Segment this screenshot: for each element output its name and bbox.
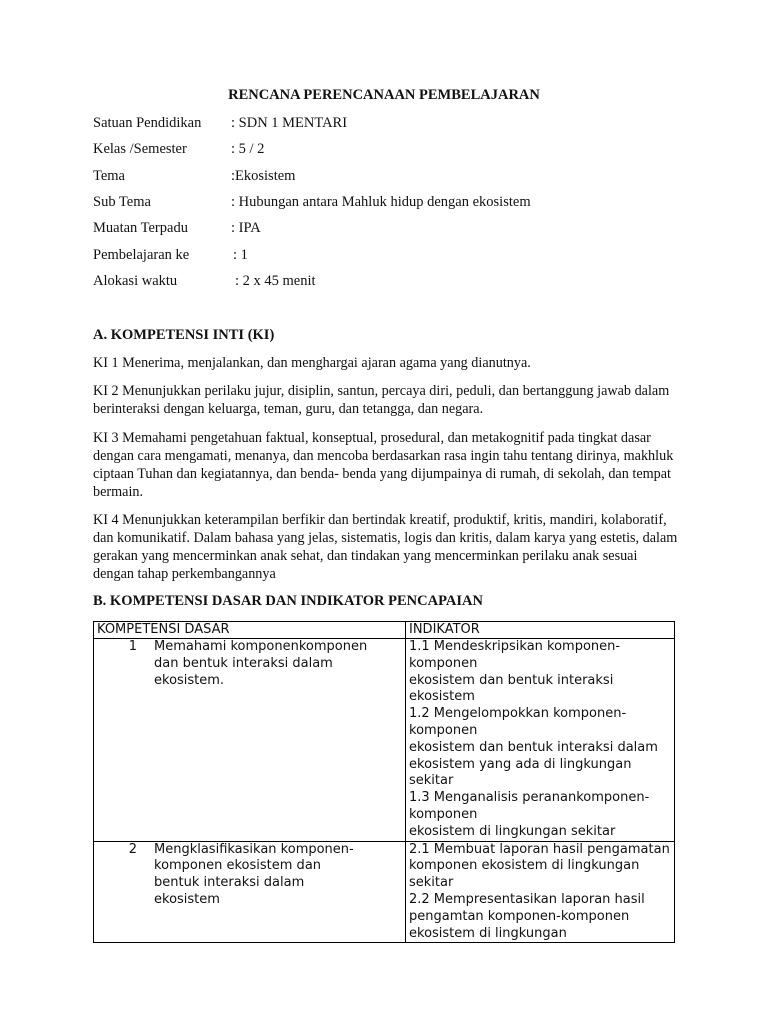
- indicator-cell: [406, 639, 675, 842]
- indicator-line: sekitar: [409, 875, 454, 891]
- table-row: [94, 841, 675, 943]
- identity-value: : IPA: [231, 220, 261, 236]
- ki-4-paragraph: KI 4 Menunjukkan keterampilan berfikir dan bertindak kreatif, produktif, kritis, mandiri, kolaboratif, dan komunikatif. Dalam bahasa yang jelas, sistematis, logis dan kritis, dalam karya yang estetis, dalam gerakan yang mencerminkan anak sehat, dan tindakan yang mencerminkan perilaku anak sesuai dengan tahap perkembangannya: [93, 512, 678, 582]
- indicator-line: ekosistem di lingkungan: [409, 925, 567, 941]
- indicator-line: komponen: [409, 806, 478, 822]
- indicator-line: ekosistem dan bentuk interaksi dalam: [409, 739, 658, 755]
- indicator-line: 1.3 Menganalisis peranankomponen-: [409, 790, 650, 806]
- kd-text: Mengklasifikasikan komponen-komponen ekosistem dan bentuk interaksi dalam ekosistem: [154, 841, 354, 907]
- identity-label: Tema: [93, 168, 125, 184]
- document-title: RENCANA PERENCANAAN PEMBELAJARAN: [228, 87, 540, 103]
- indicator-column-header: INDIKATOR: [406, 622, 675, 639]
- kd-number: 1: [128, 639, 137, 654]
- kd-number: 2: [128, 841, 137, 857]
- indicator-line: ekosistem: [409, 689, 475, 705]
- indicator-line: komponen: [409, 722, 478, 738]
- identity-value: : 5 / 2: [231, 141, 265, 157]
- identity-value: : 1: [233, 247, 248, 263]
- identity-value: : 2 x 45 menit: [235, 273, 316, 289]
- kd-text: Memahami komponenkomponen dan bentuk interaksi dalam ekosistem.: [154, 639, 368, 688]
- identity-label: Pembelajaran ke: [93, 247, 190, 263]
- section-b-heading: B. KOMPETENSI DASAR DAN INDIKATOR PENCAPAIAN: [93, 593, 483, 609]
- kd-indicator-table: [93, 621, 675, 943]
- ki-3-paragraph: KI 3 Memahami pengetahuan faktual, konseptual, prosedural, dan metakognitif pada tingkat dasar dengan cara mengamati, menanya, dan mencoba berdasarkan rasa ingin tahu tentang dirinya, makhluk ciptaan Tuhan dan kegiatannya, dan benda- benda yang dijumpainya di rumah, di sekolah, dan tempat bermain.: [93, 430, 674, 500]
- indicator-line: 1.1 Mendeskripsikan komponen-: [409, 639, 621, 654]
- indicator-line: 1.2 Mengelompokkan komponen-: [409, 706, 627, 722]
- table-row: [94, 639, 675, 842]
- table-header-row: [94, 622, 675, 639]
- identity-label: Kelas /Semester: [93, 141, 187, 157]
- identity-value: :Ekosistem: [231, 168, 296, 184]
- identity-label: Alokasi waktu: [93, 273, 178, 289]
- identity-value: : Hubungan antara Mahluk hidup dengan ekosistem: [231, 194, 531, 210]
- ki-1-paragraph: KI 1 Menerima, menjalankan, dan menghargai ajaran agama yang dianutnya.: [93, 355, 531, 371]
- kd-column-header: KOMPETENSI DASAR: [94, 622, 406, 639]
- indicator-line: 2.2 Mempresentasikan laporan hasil: [409, 891, 645, 907]
- indicator-cell: [406, 841, 675, 943]
- identity-value: : SDN 1 MENTARI: [231, 115, 348, 131]
- identity-label: Muatan Terpadu: [93, 220, 188, 236]
- indicator-line: komponen: [409, 655, 478, 671]
- indicator-line: 2.1 Membuat laporan hasil pengamatan: [409, 841, 670, 857]
- kd-cell: [94, 639, 406, 842]
- ki-2-paragraph: KI 2 Menunjukkan perilaku jujur, disiplin, santun, percaya diri, peduli, dan bertanggung jawab dalam berinteraksi dengan keluarga, teman, guru, dan tetangga, dan negara.: [93, 383, 670, 417]
- indicator-line: ekosistem yang ada di lingkungan sekitar: [409, 756, 632, 789]
- section-a-heading: A. KOMPETENSI INTI (KI): [93, 327, 275, 343]
- indicator-line: pengamtan komponen-komponen: [409, 908, 630, 924]
- identity-label: Satuan Pendidikan: [93, 115, 202, 131]
- indicator-line: ekosistem dan bentuk interaksi: [409, 672, 614, 688]
- identity-label: Sub Tema: [93, 194, 151, 210]
- indicator-line: ekosistem di lingkungan sekitar: [409, 823, 616, 839]
- indicator-line: komponen ekosistem di lingkungan: [409, 858, 640, 874]
- kd-cell: [94, 841, 406, 943]
